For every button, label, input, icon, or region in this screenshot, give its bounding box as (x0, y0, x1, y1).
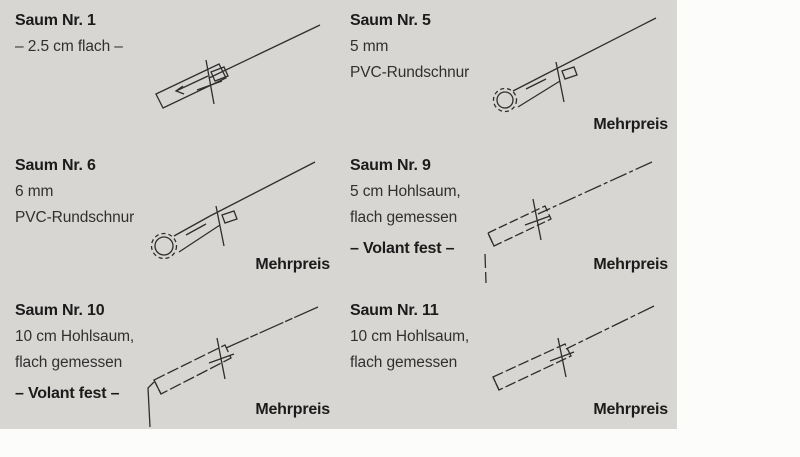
surcharge-label: Mehrpreis (593, 256, 668, 273)
seam-title: Saum Nr. 9 (350, 157, 431, 174)
seam-description-line: flach gemessen (15, 354, 123, 371)
surcharge-label: Mehrpreis (255, 256, 330, 273)
seam-cell-saum-10 (0, 290, 338, 429)
seam-description-line: 5 mm (350, 38, 389, 55)
surcharge-label: Mehrpreis (593, 401, 668, 418)
seam-cell-saum-11 (338, 290, 677, 429)
volant-note: – Volant fest – (350, 240, 455, 257)
seam-description-line: PVC-Rundschnur (15, 209, 135, 226)
seam-cell-saum-9 (338, 145, 677, 290)
stitch-flag (562, 67, 577, 79)
volant-note: – Volant fest – (15, 385, 120, 402)
seam-title: Saum Nr. 1 (15, 12, 96, 29)
seam-title: Saum Nr. 11 (350, 302, 439, 319)
fabric-line (210, 162, 315, 216)
round-cord-seam-diagram (468, 8, 668, 120)
hollow-seam-diagram (468, 296, 668, 412)
cord-loop (497, 92, 513, 108)
surcharge-label: Mehrpreis (255, 401, 330, 418)
seam-cell-saum-6 (0, 145, 338, 290)
round-cord-seam-diagram (130, 152, 330, 264)
fabric-line (550, 18, 656, 72)
seam-cell-saum-5 (338, 0, 677, 145)
stitch-flag (222, 211, 237, 223)
volant-line (485, 254, 486, 283)
hem-bottom-line (179, 225, 220, 252)
hem-end-cap (154, 380, 161, 394)
seam-description-line: 5 cm Hohlsaum, (350, 183, 461, 200)
cord-line (186, 224, 206, 235)
seam-description-line: PVC-Rundschnur (350, 64, 470, 81)
surcharge-label: Mehrpreis (593, 116, 668, 133)
hem-end-cap (488, 233, 494, 246)
flat-seam-diagram (140, 14, 335, 120)
hem-top-line (513, 72, 550, 91)
volant-line (148, 382, 154, 427)
seam-description-line: flach gemessen (350, 354, 458, 371)
hollow-hem-outline (493, 344, 571, 390)
fabric-line (566, 306, 654, 349)
fabric-line (538, 162, 652, 214)
cord-loop (155, 237, 173, 255)
seam-title: Saum Nr. 5 (350, 12, 431, 29)
seam-description-line: 10 cm Hohlsaum, (15, 328, 135, 345)
seam-description-line: – 2.5 cm flach – (15, 38, 123, 55)
seam-description-line: 6 mm (15, 183, 54, 200)
seam-title: Saum Nr. 6 (15, 157, 96, 174)
fabric-line (226, 307, 318, 348)
seam-description-line: 10 cm Hohlsaum, (350, 328, 470, 345)
hem-top-line (174, 216, 210, 236)
stitch-mark (216, 206, 224, 246)
hem-end-cap (493, 377, 499, 390)
seam-description-line: flach gemessen (350, 209, 458, 226)
seam-title: Saum Nr. 10 (15, 302, 105, 319)
seam-cell-saum-1 (0, 0, 338, 145)
cord-line (526, 79, 546, 89)
